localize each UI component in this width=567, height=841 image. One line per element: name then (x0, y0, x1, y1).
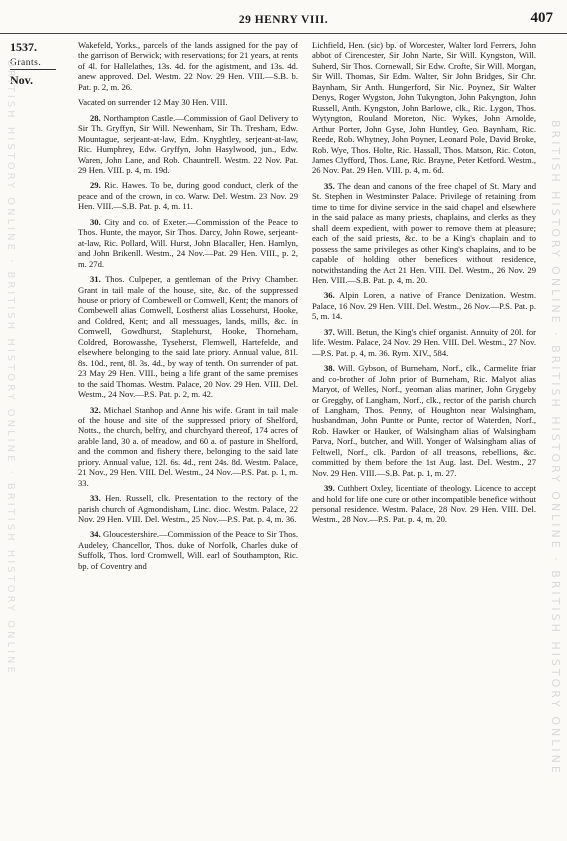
left-column (78, 40, 298, 576)
entry-text: Will. Betun, the King's chief organist. Annuity of 20l. for life. Westm. Palace, 24 Nov. 29 Hen. VIII. Del. Westm., 27 Nov.—P.S. Pat. p. 4, m. 36. Rym. XIV., 584. (312, 326, 536, 358)
running-head (0, 8, 567, 30)
entry-text: Vacated on surrender 12 May 30 Hen. VIII. (78, 97, 228, 108)
entry-text: Wakefeld, Yorks., parcels of the lands assigned for the pay of the garrison of Berwick; with reservations; for 21 years, at rents of 4l. for Hallelathes, 13s. 4d. for the agistment, and 13s. 4d. anew approved. Del. Westm. 22 Nov. 29 Hen. VIII.—S.B. b. Pat. p. 2, m. 26. (78, 40, 298, 92)
entry-text: Northampton Castle.—Commission of Gaol Delivery to Sir Th. Gryffyn, Sir Will. Newenham, Sir Th. Tresham, Edw. Mountague, serjeant-at-law, Edm. Knyghtley, serjeant-at-law, Ric. Humphrey, Edw. Gryffyn, John Hasylwood, jun., Edw. Waren, John Lane, and Rob. Chauntrell. Westm. 22 Nov. Pat. 29 Hen. VIII. p. 4, m. 19d. (78, 112, 298, 175)
margin-year: 1537. (10, 40, 37, 54)
margin-heading (10, 40, 68, 88)
entry-text: Will. Gybson, of Burneham, Norf., clk., Carmelite friar and co-brother of John prior of Burneham, Ric. Malyot alias Maryot, of Welles, Norf., yeoman alias mariner, John Grygeby or Greggby, of Langham, Norf., clk., rector of the parish church of Langham, Thos. Penny, of Houghton near Walsingham, husbandman, John Puntte or Punte, rector of Waterden, Norf., Rob. Hawker or Hauker, of Walsingham alias of Walsingham Parva, Norf., butcher, and Will. Yonger of Walsingham alias of Feltwell, Norf., clk. Pardon of all treasons, rebellions, &c. committed by them before the 1st Aug. last. Del. Westm., 27 Nov. 29 Hen. VIII.—S.B. Pat. p. 1, m. 27. (312, 363, 536, 478)
entry-number: 38. (324, 363, 335, 374)
page-number: 407 (530, 10, 553, 26)
entry-31 (78, 274, 298, 399)
entry-number: 35. (324, 180, 335, 191)
entry-35 (312, 181, 536, 286)
entry-number: 30. (90, 216, 101, 227)
entry-number: 29. (90, 180, 101, 191)
entry-text: Thos. Culpeper, a gentleman of the Privy Chamber. Grant in tail male of the house, site, &c. of the suppressed house or priory of Combewell or Comwell, Kent; the manors of Combewell alias Comwell, Lostherst alias Lossehurst, Hooke, and Coldred, Kent; and all messuages, lands, mills, &c. in Comwell, Gowdhurst, Staplehurst, Hooke, Thorneham, Coldred, Borowasshe, Tyseherst, Flemwell, Hartefelde, and elsewhere belonging to the said late priory. Annual value, 81l. 8s. 10d., rent, 8l. 3s. 4d., by way of tenth. On surrender of pat. 23 May 29 Hen. VIII., being a life grant of the same premises to the said Thomas. Westm. Palace, 20 Nov. 29 Hen. VIII. Del. Westm., 24 Nov.—P.S. Pat. p. 2, m. 42. (78, 274, 298, 400)
entry-number: 39. (324, 483, 335, 494)
page-title: 29 HENRY VIII. (238, 14, 329, 26)
entry-text: Michael Stanhop and Anne his wife. Grant in tail male of the house and site of the suppressed priory of Shelford, Notts., the church, belfry, and churchyard thereof, 174 acres of arable land, 30 a. of meadow, and 60 a. of pasture in Shelford, and the common and fishery there, belonging to the said late priory. Annual value, 12l. 6s. 4d., rent 24s. 8d. Westm. Palace, 21 Nov., 29 Hen. VIII. Del. Westm., 24 Nov.—P.S. Pat. p. 1, m. 33. (78, 404, 298, 488)
entry-number: 36. (324, 290, 335, 301)
entry-number: 32. (90, 404, 101, 415)
entry-39 (312, 483, 536, 525)
entry-text: Gloucestershire.—Commission of the Peace to Sir Thos. Audeley, Chancellor, Thos. duke of Norfolk, Charles duke of Suffolk, Thos. lord Cromwell, Will. earl of Southampton, Ric. bp. of Coventry and (78, 529, 298, 571)
entry-30 (78, 217, 298, 269)
margin-month: Nov. (10, 73, 34, 87)
entry-text: Hen. Russell, clk. Presentation to the rectory of the parish church of Agmondisham, Linc. dioc. Westm. Palace, 22 Nov. 29 Hen. VIII. Del. Westm., 25 Nov.—P.S. Pat. p. 4, m. 36. (78, 493, 298, 525)
entry-text: The dean and canons of the free chapel of St. Mary and St. Stephen in Westminster Palace. Privilege of retaining from time to time for divine service in the said chapel and elsewhere in the said palace as many priests, chaplains, and clerks as they shall deem expedient, with power to remove them at pleasure; each of the said priests, &c. to be a King's chaplain and to possess the same privileges as other King's chaplains, and to be capable of holding other benefices without residence, notwithstanding the Act 21 Hen. VIII. Del. Westm., 26 Nov. 29 Hen. VIII.—S.B. Pat. p. 4, m. 20. (312, 180, 536, 285)
margin-section: Grants. (10, 58, 56, 70)
entry-text: Ric. Hawes. To be, during good conduct, clerk of the peace and of the crown, in co. Warw. Del. Westm. 23 Nov. 29 Hen. VIII.—S.B. Pat. p. 4, m. 11. (78, 180, 298, 212)
header-rule (0, 33, 567, 34)
entry-28 (78, 113, 298, 176)
entry-continuation (78, 97, 298, 107)
entry-continuation (312, 40, 536, 176)
entry-text: Lichfield, Hen. (sic) bp. of Worcester, Walter lord Ferrers, John abbot of Cirencester, Sir John Narte, Sir Will. Kyngston, Will. Suherd, Sir Thos. Cornewall, Sir Edw. Crofte, Sir Will. Morgan, Sir Will. Thomas, Sir Edm. Walter, Sir John Bridges, Sir Chr. Baynham, Sir Anth. Hungerford, Sir Nic. Poynez, Sir Walter Denys, Roger Wygston, John Tukyngton, John Pakyngton, John Russell, Anth. Kyngston, John Barlowe, clk., Ric. Lygon, Thos. Wytyngton, Rouland Moreton, Nic. Wykes, John Arnolde, Arthur Porter, John Gyse, John Huntley, Geo. Baynham, Ric. Reede, Rob. Whytney, John Poyner, Leonard Pole, David Broke, Rob. Wye, Thos. Holte, Ric. Hassall, Thos. Matson, Ric. Coton, James Clyfford, Thos. Lane, Ric. Brayne, Peter Ketford. Westm., 26 Nov. Pat. 29 Hen. VIII. p. 4, m. 6d. (312, 40, 536, 176)
watermark-left: BRITISH HISTORY ONLINE · BRITISH HISTORY ONLINE · BRITISH HISTORY ONLINE (5, 60, 16, 676)
entry-38 (312, 363, 536, 478)
watermark-right: BRITISH HISTORY ONLINE · BRITISH HISTORY ONLINE · BRITISH HISTORY ONLINE (549, 120, 562, 776)
entry-34 (78, 529, 298, 571)
entry-33 (78, 493, 298, 524)
entry-number: 37. (324, 326, 335, 337)
entry-29 (78, 180, 298, 211)
entry-number: 31. (90, 274, 101, 285)
entry-number: 28. (90, 112, 101, 123)
entry-36 (312, 290, 536, 321)
entry-37 (312, 327, 536, 358)
entry-number: 33. (90, 493, 101, 504)
entry-text: Alpin Loren, a native of France Denization. Westm. Palace, 16 Nov. 29 Hen. VIII. Del. Westm., 26 Nov.—P.S. Pat. p. 5, m. 14. (312, 290, 536, 322)
entry-continuation (78, 40, 298, 92)
entry-32 (78, 405, 298, 489)
entry-text: Cuthbert Oxley, licentiate of theology. Licence to accept and hold for life one cure or other incompatible benefice without personal residence. Westm. Palace, 28 Nov. 29 Hen. VIII. Del. Westm., 28 Nov.—P.S. Pat. p. 4, m. 20. (312, 483, 536, 525)
entry-number: 34. (90, 529, 101, 540)
entry-text: City and co. of Exeter.—Commission of the Peace to Thos. Hunte, the mayor, Sir Thos. Darcy, John Rowe, serjeant-at-law, Ric. Pollard, Will. Hurst, John Blacaller, Hen. Hamlyn, and John Brikenll. Westm., 24 Nov.—Pat. 29 Hen. VIII., p. 2, m. 27d. (78, 216, 298, 269)
right-column (312, 40, 536, 530)
